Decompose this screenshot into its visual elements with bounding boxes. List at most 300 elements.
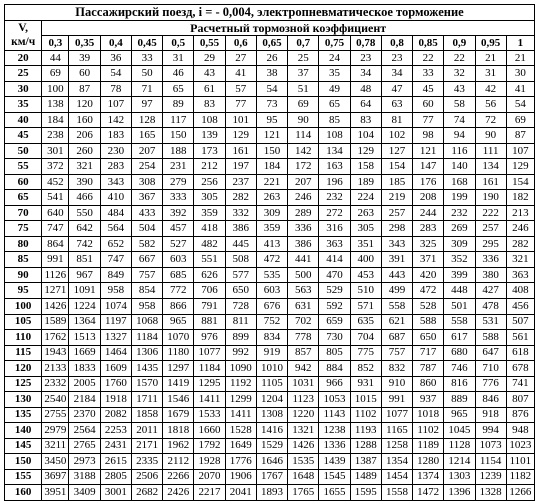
- distance-cell: 1396: [444, 485, 475, 501]
- distance-cell: 3211: [42, 438, 69, 454]
- speed-cell: 150: [5, 454, 42, 470]
- distance-cell: 621: [381, 314, 412, 330]
- table-row: [5, 252, 535, 268]
- distance-cell: 2682: [131, 485, 162, 501]
- distance-cell: 343: [381, 236, 412, 252]
- speed-cell: 80: [5, 236, 42, 252]
- distance-cell: 702: [288, 314, 319, 330]
- distance-cell: 1660: [194, 423, 225, 439]
- distance-cell: 1031: [288, 376, 319, 392]
- distance-cell: 31: [163, 50, 194, 66]
- table-row: [5, 407, 535, 423]
- distance-cell: 189: [350, 174, 381, 190]
- distance-cell: 184: [256, 159, 287, 175]
- distance-cell: 1045: [444, 423, 475, 439]
- distance-cell: 22: [413, 50, 444, 66]
- distance-cell: 420: [413, 267, 444, 283]
- distance-cell: 1297: [163, 361, 194, 377]
- distance-cell: 161: [475, 174, 506, 190]
- distance-cell: 508: [225, 252, 256, 268]
- distance-cell: 642: [69, 221, 100, 237]
- distance-cell: 1182: [506, 469, 534, 485]
- distance-cell: 884: [319, 361, 350, 377]
- distance-cell: 363: [506, 267, 534, 283]
- table-row: [5, 174, 535, 190]
- distance-cell: 1180: [163, 345, 194, 361]
- distance-cell: 1387: [350, 454, 381, 470]
- table-row: [5, 361, 535, 377]
- distance-cell: 1128: [444, 438, 475, 454]
- distance-cell: 1818: [163, 423, 194, 439]
- distance-cell: 470: [319, 267, 350, 283]
- distance-cell: 295: [475, 236, 506, 252]
- distance-cell: 1306: [131, 345, 162, 361]
- distance-cell: 65: [163, 81, 194, 97]
- distance-cell: 772: [163, 283, 194, 299]
- distance-cell: 77: [225, 97, 256, 113]
- speed-cell: 130: [5, 392, 42, 408]
- distance-cell: 2540: [42, 392, 69, 408]
- distance-cell: 931: [350, 376, 381, 392]
- distance-cell: 390: [69, 174, 100, 190]
- speed-cell: 135: [5, 407, 42, 423]
- distance-cell: 1545: [319, 469, 350, 485]
- distance-cell: 71: [131, 81, 162, 97]
- distance-cell: 160: [69, 112, 100, 128]
- distance-cell: 857: [288, 345, 319, 361]
- distance-cell: 510: [350, 283, 381, 299]
- table-row: [5, 159, 535, 175]
- distance-cell: 1364: [69, 314, 100, 330]
- distance-cell: 39: [69, 50, 100, 66]
- distance-cell: 778: [288, 330, 319, 346]
- distance-cell: 246: [506, 221, 534, 237]
- distance-cell: 392: [163, 205, 194, 221]
- distance-cell: 46: [163, 66, 194, 82]
- distance-cell: 47: [381, 81, 412, 97]
- distance-cell: 499: [381, 283, 412, 299]
- table-row: [5, 128, 535, 144]
- distance-cell: 104: [350, 128, 381, 144]
- distance-cell: 221: [256, 174, 287, 190]
- coefficient-column-header: 0,65: [256, 36, 287, 50]
- distance-cell: 441: [288, 252, 319, 268]
- distance-cell: 994: [475, 423, 506, 439]
- distance-cell: 1419: [163, 376, 194, 392]
- distance-cell: 182: [506, 190, 534, 206]
- distance-cell: 1189: [413, 438, 444, 454]
- coefficient-header-row: [5, 21, 535, 36]
- distance-cell: 635: [350, 314, 381, 330]
- distance-cell: 343: [100, 174, 131, 190]
- distance-cell: 3697: [42, 469, 69, 485]
- distance-cell: 1792: [194, 438, 225, 454]
- distance-cell: 1143: [319, 407, 350, 423]
- speed-cell: 25: [5, 66, 42, 82]
- coefficient-column-header: 0,9: [444, 36, 475, 50]
- distance-cell: 1533: [194, 407, 225, 423]
- distance-cell: 116: [444, 143, 475, 159]
- distance-cell: 561: [506, 330, 534, 346]
- distance-cell: 22: [444, 50, 475, 66]
- distance-cell: 484: [100, 205, 131, 221]
- distance-cell: 647: [475, 345, 506, 361]
- distance-cell: 230: [100, 143, 131, 159]
- distance-cell: 65: [319, 97, 350, 113]
- distance-cell: 117: [163, 112, 194, 128]
- distance-cell: 49: [319, 81, 350, 97]
- distance-cell: 1570: [131, 376, 162, 392]
- distance-cell: 791: [194, 299, 225, 315]
- distance-cell: 2082: [100, 407, 131, 423]
- distance-cell: 185: [381, 174, 412, 190]
- distance-cell: 224: [350, 190, 381, 206]
- distance-cell: 2184: [69, 392, 100, 408]
- distance-cell: 741: [506, 376, 534, 392]
- coefficient-column-header: 0,78: [350, 36, 381, 50]
- distance-cell: 1558: [381, 485, 412, 501]
- distance-cell: 232: [319, 190, 350, 206]
- distance-cell: 1091: [69, 283, 100, 299]
- distance-cell: 207: [288, 174, 319, 190]
- distance-cell: 1204: [256, 392, 287, 408]
- distance-cell: 128: [131, 112, 162, 128]
- distance-cell: 21: [506, 50, 534, 66]
- distance-cell: 2133: [42, 361, 69, 377]
- distance-cell: 631: [288, 299, 319, 315]
- distance-cell: 231: [163, 159, 194, 175]
- distance-cell: 1906: [225, 469, 256, 485]
- distance-cell: 1535: [288, 454, 319, 470]
- distance-cell: 2755: [42, 407, 69, 423]
- speed-cell: 70: [5, 205, 42, 221]
- distance-cell: 33: [131, 50, 162, 66]
- distance-cell: 87: [69, 81, 100, 97]
- distance-cell: 529: [319, 283, 350, 299]
- distance-cell: 139: [194, 128, 225, 144]
- distance-cell: 504: [131, 221, 162, 237]
- coefficient-column-header: 0,95: [475, 36, 506, 50]
- distance-cell: 1762: [42, 330, 69, 346]
- distance-cell: 507: [506, 314, 534, 330]
- distance-cell: 257: [381, 205, 412, 221]
- distance-cell: 433: [131, 205, 162, 221]
- distance-cell: 1299: [225, 392, 256, 408]
- coefficient-column-header: 0,3: [42, 36, 69, 50]
- distance-cell: 60: [69, 66, 100, 82]
- speed-header-unit: км/ч: [11, 36, 36, 49]
- distance-cell: 1192: [225, 376, 256, 392]
- coefficient-column-header: 0,45: [131, 36, 162, 50]
- distance-cell: 3951: [42, 485, 69, 501]
- distance-cell: 42: [475, 81, 506, 97]
- distance-cell: 21: [475, 50, 506, 66]
- distance-cell: 1918: [100, 392, 131, 408]
- distance-cell: 427: [475, 283, 506, 299]
- distance-cell: 173: [194, 143, 225, 159]
- distance-cell: 2041: [225, 485, 256, 501]
- table-row: [5, 299, 535, 315]
- distance-cell: 3188: [69, 469, 100, 485]
- distance-cell: 127: [381, 143, 412, 159]
- distance-cell: 899: [225, 330, 256, 346]
- distance-cell: 531: [475, 314, 506, 330]
- distance-cell: 846: [475, 392, 506, 408]
- distance-cell: 1648: [288, 469, 319, 485]
- distance-cell: 776: [475, 376, 506, 392]
- table-row: [5, 423, 535, 439]
- distance-cell: 942: [288, 361, 319, 377]
- speed-cell: 155: [5, 469, 42, 485]
- distance-cell: 352: [444, 252, 475, 268]
- distance-cell: 298: [381, 221, 412, 237]
- distance-cell: 747: [42, 221, 69, 237]
- distance-cell: 704: [350, 330, 381, 346]
- distance-cell: 158: [350, 159, 381, 175]
- distance-cell: 466: [69, 190, 100, 206]
- distance-cell: 1077: [381, 407, 412, 423]
- speed-cell: 30: [5, 81, 42, 97]
- distance-cell: 1529: [256, 438, 287, 454]
- distance-cell: 206: [69, 128, 100, 144]
- distance-cell: 1327: [100, 330, 131, 346]
- distance-cell: 63: [381, 97, 412, 113]
- distance-cell: 83: [350, 112, 381, 128]
- distance-cell: 213: [506, 205, 534, 221]
- distance-cell: 1102: [413, 423, 444, 439]
- distance-cell: 659: [319, 314, 350, 330]
- distance-cell: 1102: [350, 407, 381, 423]
- distance-cell: 603: [256, 283, 287, 299]
- distance-cell: 1528: [225, 423, 256, 439]
- distance-cell: 73: [256, 97, 287, 113]
- distance-cell: 90: [475, 128, 506, 144]
- distance-cell: 1374: [413, 469, 444, 485]
- distance-cell: 1893: [256, 485, 287, 501]
- distance-cell: 1595: [350, 485, 381, 501]
- distance-cell: 618: [506, 345, 534, 361]
- distance-cell: 102: [381, 128, 412, 144]
- distance-cell: 414: [319, 252, 350, 268]
- distance-cell: 161: [225, 143, 256, 159]
- speed-cell: 45: [5, 128, 42, 144]
- distance-cell: 564: [100, 221, 131, 237]
- distance-cell: 69: [506, 112, 534, 128]
- distance-cell: 121: [413, 143, 444, 159]
- distance-cell: 2506: [131, 469, 162, 485]
- distance-cell: 2171: [131, 438, 162, 454]
- distance-cell: 108: [194, 112, 225, 128]
- distance-cell: 69: [42, 66, 69, 82]
- distance-cell: 83: [194, 97, 225, 113]
- distance-cell: 1669: [69, 345, 100, 361]
- speed-header-label: V,: [18, 22, 28, 34]
- distance-cell: 212: [194, 159, 225, 175]
- speed-cell: 125: [5, 376, 42, 392]
- distance-cell: 309: [444, 236, 475, 252]
- table-row: [5, 392, 535, 408]
- distance-cell: 237: [225, 174, 256, 190]
- distance-cell: 640: [42, 205, 69, 221]
- distance-cell: 336: [288, 221, 319, 237]
- distance-cell: 129: [225, 128, 256, 144]
- distance-cell: 150: [256, 143, 287, 159]
- distance-cell: 154: [381, 159, 412, 175]
- distance-cell: 114: [288, 128, 319, 144]
- distance-cell: 333: [163, 190, 194, 206]
- distance-cell: 2979: [42, 423, 69, 439]
- speed-cell: 90: [5, 267, 42, 283]
- distance-cell: 685: [163, 267, 194, 283]
- distance-cell: 1321: [288, 423, 319, 439]
- distance-cell: 448: [444, 283, 475, 299]
- distance-cell: 910: [381, 376, 412, 392]
- distance-cell: 2335: [131, 454, 162, 470]
- distance-cell: 359: [194, 205, 225, 221]
- distance-cell: 1303: [444, 469, 475, 485]
- distance-cell: 1238: [319, 423, 350, 439]
- distance-cell: 36: [100, 50, 131, 66]
- distance-cell: 965: [444, 407, 475, 423]
- distance-cell: 77: [413, 112, 444, 128]
- speed-cell: 20: [5, 50, 42, 66]
- distance-cell: 807: [506, 392, 534, 408]
- distance-cell: 1411: [194, 392, 225, 408]
- table-row: [5, 236, 535, 252]
- distance-cell: 456: [506, 299, 534, 315]
- distance-cell: 27: [225, 50, 256, 66]
- distance-cell: 558: [444, 314, 475, 330]
- speed-cell: 145: [5, 438, 42, 454]
- distance-cell: 147: [413, 159, 444, 175]
- distance-cell: 1760: [100, 376, 131, 392]
- distance-cell: 168: [444, 174, 475, 190]
- distance-cell: 31: [475, 66, 506, 82]
- distance-cell: 676: [256, 299, 287, 315]
- distance-cell: 74: [444, 112, 475, 128]
- distance-cell: 134: [475, 159, 506, 175]
- distance-cell: 558: [381, 299, 412, 315]
- table-row: [5, 50, 535, 66]
- distance-cell: 34: [381, 66, 412, 82]
- distance-cell: 283: [413, 221, 444, 237]
- distance-cell: 386: [288, 236, 319, 252]
- distance-cell: 107: [100, 97, 131, 113]
- distance-cell: 56: [475, 97, 506, 113]
- distance-cell: 208: [413, 190, 444, 206]
- distance-cell: 95: [256, 112, 287, 128]
- distance-cell: 811: [225, 314, 256, 330]
- distance-cell: 2426: [163, 485, 194, 501]
- brake-distance-table: [4, 4, 535, 501]
- distance-cell: 325: [413, 236, 444, 252]
- distance-cell: 1411: [225, 407, 256, 423]
- distance-cell: 730: [319, 330, 350, 346]
- distance-cell: 246: [288, 190, 319, 206]
- distance-cell: 129: [506, 159, 534, 175]
- distance-cell: 992: [225, 345, 256, 361]
- distance-cell: 1546: [163, 392, 194, 408]
- distance-cell: 2112: [163, 454, 194, 470]
- distance-cell: 1295: [194, 376, 225, 392]
- distance-cell: 1416: [256, 423, 287, 439]
- distance-cell: 577: [225, 267, 256, 283]
- table-row: [5, 267, 535, 283]
- distance-cell: 238: [42, 128, 69, 144]
- distance-cell: 97: [131, 97, 162, 113]
- distance-cell: 852: [350, 361, 381, 377]
- distance-cell: 1288: [350, 438, 381, 454]
- distance-cell: 1214: [444, 454, 475, 470]
- speed-cell: 110: [5, 330, 42, 346]
- speed-cell: 115: [5, 345, 42, 361]
- distance-cell: 775: [350, 345, 381, 361]
- distance-cell: 282: [506, 236, 534, 252]
- distance-cell: 57: [225, 81, 256, 97]
- distance-cell: 1266: [506, 485, 534, 501]
- distance-cell: 108: [319, 128, 350, 144]
- distance-cell: 43: [194, 66, 225, 82]
- distance-cell: 528: [413, 299, 444, 315]
- distance-cell: 728: [225, 299, 256, 315]
- distance-cell: 183: [100, 128, 131, 144]
- distance-cell: 710: [475, 361, 506, 377]
- distance-cell: 1649: [225, 438, 256, 454]
- distance-cell: 445: [225, 236, 256, 252]
- distance-cell: 184: [42, 112, 69, 128]
- distance-cell: 1308: [256, 407, 287, 423]
- distance-cell: 23: [350, 50, 381, 66]
- distance-cell: 1105: [256, 376, 287, 392]
- distance-cell: 965: [163, 314, 194, 330]
- distance-cell: 400: [350, 252, 381, 268]
- distance-cell: 3409: [69, 485, 100, 501]
- distance-cell: 363: [319, 236, 350, 252]
- distance-cell: 332: [225, 205, 256, 221]
- distance-cell: 2805: [100, 469, 131, 485]
- distance-cell: 650: [413, 330, 444, 346]
- distance-cell: 138: [42, 97, 69, 113]
- distance-cell: 1435: [131, 361, 162, 377]
- brake-distance-table-sheet: [4, 4, 535, 496]
- distance-cell: 1646: [256, 454, 287, 470]
- title-row: [5, 5, 535, 21]
- distance-cell: 864: [42, 236, 69, 252]
- speed-cell: 100: [5, 299, 42, 315]
- distance-cell: 256: [194, 174, 225, 190]
- table-title: Пассажирский поезд, i = - 0,004, электропневматическое торможение: [5, 5, 535, 21]
- distance-cell: 142: [288, 143, 319, 159]
- distance-cell: 359: [256, 221, 287, 237]
- speed-cell: 105: [5, 314, 42, 330]
- speed-cell: 55: [5, 159, 42, 175]
- distance-cell: 64: [350, 97, 381, 113]
- distance-cell: 2370: [69, 407, 100, 423]
- distance-cell: 283: [100, 159, 131, 175]
- distance-cell: 48: [350, 81, 381, 97]
- distance-cell: 399: [444, 267, 475, 283]
- distance-cell: 89: [163, 97, 194, 113]
- table-row: [5, 97, 535, 113]
- distance-cell: 413: [256, 236, 287, 252]
- distance-cell: 834: [256, 330, 287, 346]
- distance-cell: 617: [444, 330, 475, 346]
- coefficient-column-header: 1: [506, 36, 534, 50]
- distance-cell: 282: [225, 190, 256, 206]
- distance-cell: 25: [288, 50, 319, 66]
- distance-cell: 54: [256, 81, 287, 97]
- distance-cell: 976: [194, 330, 225, 346]
